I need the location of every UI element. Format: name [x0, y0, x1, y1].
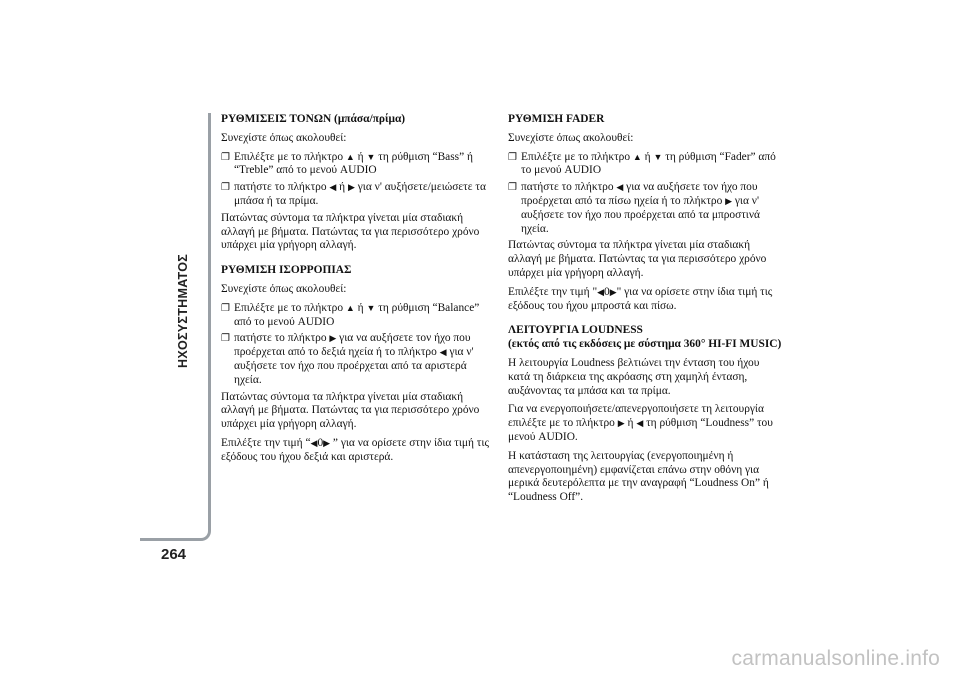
left-arrow-icon: ◀	[616, 182, 624, 193]
text-run: ή	[641, 150, 654, 163]
tone-note: Πατώντας σύντομα τα πλήκτρα γίνεται μία σταδιακή αλλαγή με βήματα. Πατώντας τα για περισσότερο χρόνο υπάρχει μία γρήγορη αλλαγή.	[221, 211, 480, 252]
checkbox-icon: ❐	[221, 151, 230, 163]
text-run: Επιλέξτε την τιμή “	[221, 436, 311, 449]
text-run: Επιλέξτε με το πλήκτρο	[234, 301, 346, 314]
balance-zero	[221, 437, 497, 465]
right-arrow-icon: ▶	[617, 418, 625, 429]
left-arrow-icon: ◀	[597, 286, 605, 297]
balance-bullet-2	[221, 332, 497, 387]
text-run: για ν' αυξήσετε τον ήχο που προέρχεται από τα μπροστινά ηχεία.	[521, 194, 760, 235]
checkbox-icon: ❐	[508, 151, 517, 163]
text-run: Επιλέξτε με το πλήκτρο	[521, 150, 633, 163]
checkbox-icon: ❐	[508, 182, 517, 194]
text-run: τη ρύθμιση “Loudness” του μενού AUDIO.	[508, 417, 773, 443]
tone-heading: ΡΥΘΜΙΣΕΙΣ ΤΟΝΩΝ (μπάσα/πρίμα)	[221, 113, 406, 125]
text-run: πατήστε το πλήκτρο	[521, 181, 617, 194]
up-arrow-icon: ▲	[632, 151, 642, 162]
checkbox-icon: ❐	[221, 182, 230, 194]
text-run: πατήστε το πλήκτρο	[234, 332, 330, 345]
text-run: ή	[624, 417, 637, 430]
page-number: 264	[161, 546, 187, 563]
left-arrow-icon: ◀	[310, 437, 318, 448]
text-run: Για να ενεργοποιήσετε/απενεργοποιήσετε τη λειτουργία επιλέξτε με το πλήκτρο	[508, 403, 764, 430]
down-arrow-icon: ▼	[366, 302, 376, 313]
text-run: πατήστε το πλήκτρο	[234, 181, 330, 194]
text-run: τη ρύθμιση “Bass” ή “Treble” από το μενού AUDIO	[234, 150, 473, 177]
fader-intro: Συνεχίστε όπως ακολουθεί:	[508, 131, 634, 144]
down-arrow-icon: ▼	[366, 151, 376, 162]
right-arrow-icon: ▶	[725, 195, 733, 206]
up-arrow-icon: ▲	[345, 151, 355, 162]
text-run: ” για να ορίσετε στην ίδια τιμή τις εξόδους του ήχου δεξιά και αριστερά.	[221, 436, 489, 463]
tone-bullet-1	[221, 151, 497, 179]
text-run: 0	[604, 285, 610, 298]
loudness-heading: ΛΕΙΤΟΥΡΓΙΑ LOUDNESS	[508, 324, 643, 337]
right-arrow-icon: ▶	[323, 437, 331, 448]
text-run: ή	[354, 301, 367, 314]
left-arrow-icon: ◀	[636, 418, 644, 429]
left-arrow-icon: ◀	[439, 347, 447, 358]
fader-note: Πατώντας σύντομα τα πλήκτρα γίνεται μία σταδιακή αλλαγή με βήματα. Πατώντας τα για περισσότερο χρόνο υπάρχει μία γρήγορη αλλαγή.	[508, 239, 767, 279]
balance-intro: Συνεχίστε όπως ακολουθεί:	[221, 282, 347, 295]
fader-bullet-2	[508, 181, 784, 236]
watermark: carmanualsonline.info	[731, 647, 940, 670]
right-arrow-icon: ▶	[329, 333, 337, 344]
tone-bullet-2	[221, 181, 497, 209]
text-run: " για να ορίσετε στην ίδια τιμή τις εξόδους του ήχου μπροστά και πίσω.	[508, 285, 773, 312]
text-run: για ν' αυξήσετε/μειώσετε τα μπάσα ή τα πρίμα.	[234, 181, 486, 207]
checkbox-icon: ❐	[221, 302, 230, 314]
loudness-subheading: (εκτός από τις εκδόσεις με σύστημα 360° HI-FI MUSIC)	[508, 338, 782, 351]
balance-heading: ΡΥΘΜΙΣΗ ΙΣΟΡΡΟΠΙΑΣ	[221, 264, 352, 277]
text-run: για να αυξήσετε τον ήχο που προέρχεται από το δεξιά ηχεία ή το πλήκτρο	[234, 332, 471, 359]
loudness-paragraph-1: Η λειτουργία Loudness βελτιώνει την ένταση του ήχου κατά τη διάρκεια της ακρόασης στη χαμηλή ένταση, αυξάνοντας τα μπάσα και τα πρίμα.	[508, 356, 760, 397]
balance-bullet-1	[221, 302, 497, 330]
left-column	[221, 113, 497, 470]
text-run: ή	[336, 181, 348, 194]
right-column	[508, 113, 784, 510]
loudness-paragraph-2	[508, 403, 784, 444]
right-arrow-icon: ▶	[609, 286, 617, 297]
loudness-paragraph-3: Η κατάσταση της λειτουργίας (ενεργοποιημένη ή απενεργοποιημένη) εμφανίζεται επάνω στην οθόνη για μερικά δευτερόλεπτα με την αναγραφή “Loudness On” ή “Loudness Off”.	[508, 449, 769, 504]
right-arrow-icon: ▶	[347, 182, 355, 193]
text-run: Επιλέξτε την τιμή "	[508, 285, 598, 298]
tone-intro: Συνεχίστε όπως ακολουθεί:	[221, 131, 347, 144]
section-title: ΗΧΟΣΥΣΤΗΜΑΤΟΣ	[176, 253, 190, 368]
balance-note: Πατώντας σύντομα τα πλήκτρα γίνεται μία σταδιακή αλλαγή με βήματα. Πατώντας τα για περισσότερο χρόνο υπάρχει μία γρήγορη αλλαγή.	[221, 390, 480, 431]
fader-bullet-1	[508, 151, 784, 179]
text-run: ή	[354, 150, 367, 163]
left-arrow-icon: ◀	[329, 182, 337, 193]
up-arrow-icon: ▲	[345, 302, 355, 313]
text-run: Επιλέξτε με το πλήκτρο	[234, 150, 346, 163]
text-run: για ν' αυξήσετε τον ήχο που προέρχεται από τα αριστερά ηχεία.	[234, 346, 474, 386]
fader-zero	[508, 286, 784, 314]
text-run: για να αυξήσετε τον ήχο που προέρχεται από τα πίσω ηχεία ή το πλήκτρο	[521, 181, 758, 207]
checkbox-icon: ❐	[221, 333, 230, 345]
down-arrow-icon: ▼	[653, 151, 663, 162]
text-run: 0	[317, 436, 324, 449]
fader-heading: ΡΥΘΜΙΣΗ FADER	[508, 113, 605, 125]
text-run: τη ρύθμιση “Fader” από το μενού AUDIO	[521, 150, 776, 177]
text-run: τη ρύθμιση “Balance” από το μενού AUDIO	[234, 301, 480, 328]
